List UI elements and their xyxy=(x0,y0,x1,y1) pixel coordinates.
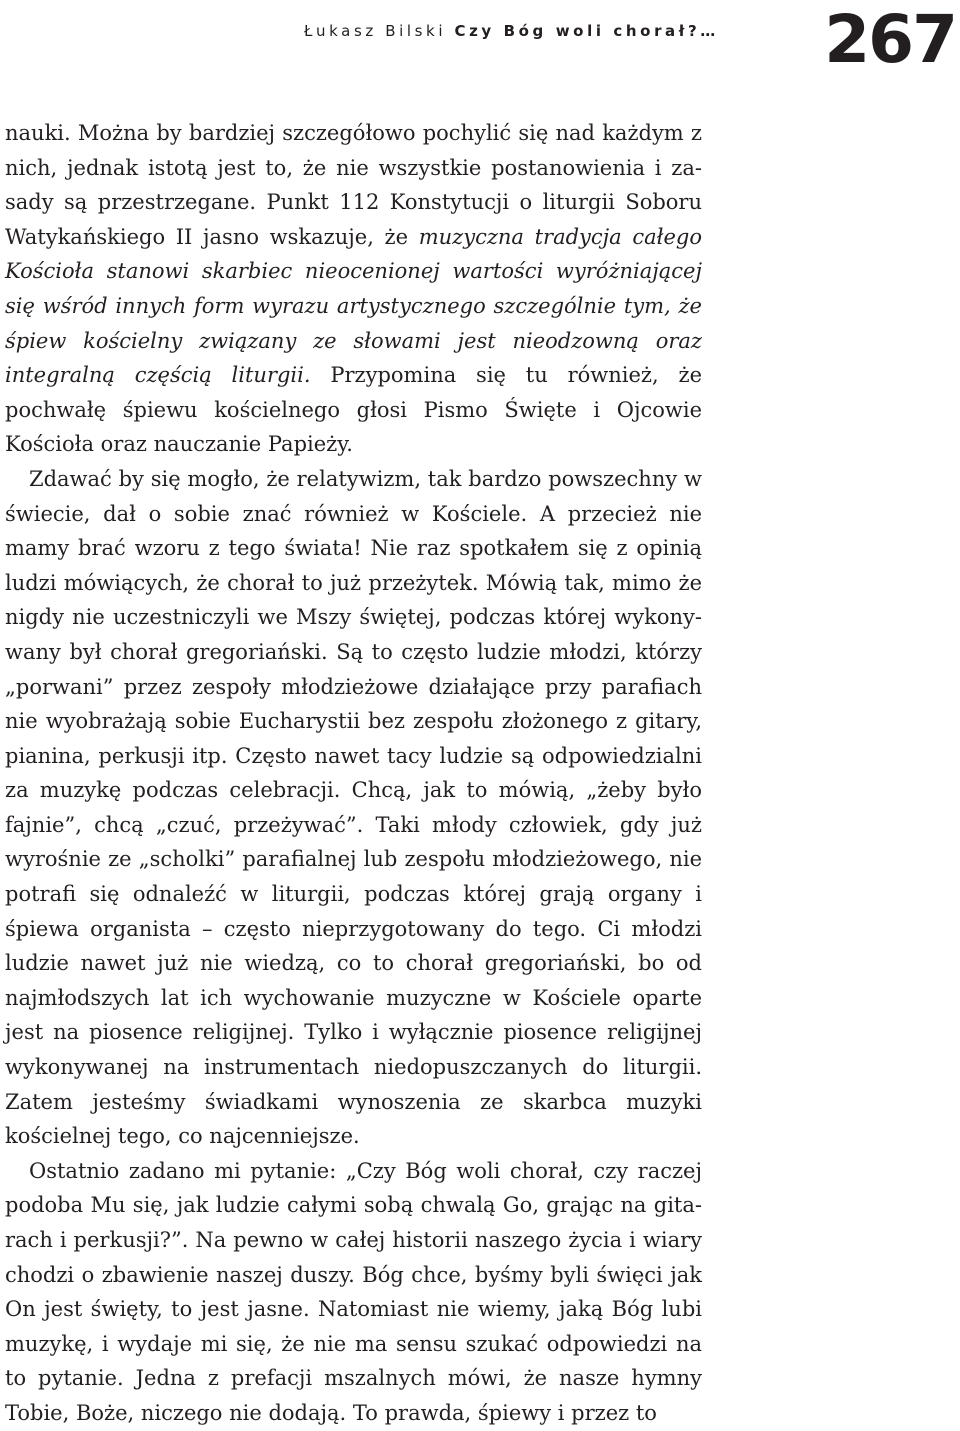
page-header xyxy=(0,0,960,90)
page-number: 267 xyxy=(824,1,956,78)
text-run: Ostatnio zadano mi pytanie: „Czy Bóg woli chorał, czy raczej podoba Mu się, jak ludzie całymi sobą chwalą Go, grając na gitarach i perkusji?”. Na pewno w całej historii naszego życia i wiary chodzi o zbawienie naszej duszy. Bóg chce, byśmy byli święci jak On jest święty, to jest jasne. Natomiast nie wiemy, jaką Bóg lubi muzykę, i wydaje mi się, że nie ma sensu szukać odpowiedzi na to pytanie. Jedna z prefacji mszalnych mówi, że nasze hymny Tobie, Boże, niczego nie dodają. To prawda, śpiewy i przez to xyxy=(5,1158,702,1425)
running-head-author: Łukasz Bilski xyxy=(304,22,447,40)
text-run: Przypomina się tu również, że pochwałę śpiewu kościelnego głosi Pismo Święte i Ojcowie Kościoła oraz nauczanie Papieży. xyxy=(5,363,702,457)
paragraph xyxy=(5,116,702,462)
running-head xyxy=(304,22,719,40)
text-run: Zdawać by się mogło, że relatywizm, tak bardzo powszechny w świecie, dał o sobie znać również w Kościele. A przecież nie mamy brać wzoru z tego świata! Nie raz spotkałem się z opinią ludzi mówiących, że chorał to już przeżytek. Mówią tak, mimo że nigdy nie uczestniczyli we Mszy świętej, podczas której wykonywany był chorał gregoriański. Są to często ludzie młodzi, którzy „porwani” przez zespoły młodzieżowe działające przy parafiach nie wyobrażają sobie Eucharystii bez zespołu złożonego z gitary, pianina, perkusji itp. Często nawet tacy ludzie są odpowiedzialni za muzykę podczas celebracji. Chcą, jak to mówią, „żeby było fajnie”, chcą „czuć, przeżywać”. Taki młody człowiek, gdy już wyrośnie ze „scholki” parafialnej lub zespołu młodzieżowego, nie potrafi się odnaleźć w liturgii, podczas której grają organy i śpiewa organista – często nieprzygotowany do tego. Ci młodzi ludzie nawet już nie wiedzą, co to chorał gregoriański, bo od najmłodszych lat ich wychowanie muzyczne w Kościele oparte jest na piosence religijnej. Tylko i wyłącznie piosence religijnej wykonywanej na instrumentach niedopuszczanych do liturgii. Zatem jesteśmy świadkami wynoszenia ze skarbca muzyki kościelnej tego, co najcenniejsze. xyxy=(5,466,702,1149)
italic-quote: muzyczna tradycja całego Kościoła stanowi skarbiec nieocenionej wartości wyróżniającej się wśród innych form wyrazu artystycznego szczególnie tym, że śpiew kościelny związany ze słowami jest nieodzowną oraz integralną częścią liturgii. xyxy=(5,224,702,388)
text-run: nauki. Można by bardziej szczegółowo pochylić się nad każdym z nich, jednak istotą jest to, że nie wszystkie postanowienia i zasady są przestrzegane. Punkt 112 Konstytucji o liturgii Soboru Watykańskiego II jasno wskazuje, że xyxy=(5,121,702,249)
body-text xyxy=(5,116,702,1431)
running-head-title: Czy Bóg woli chorał?… xyxy=(454,22,719,40)
paragraph xyxy=(5,1154,702,1431)
paragraph xyxy=(5,462,702,1154)
